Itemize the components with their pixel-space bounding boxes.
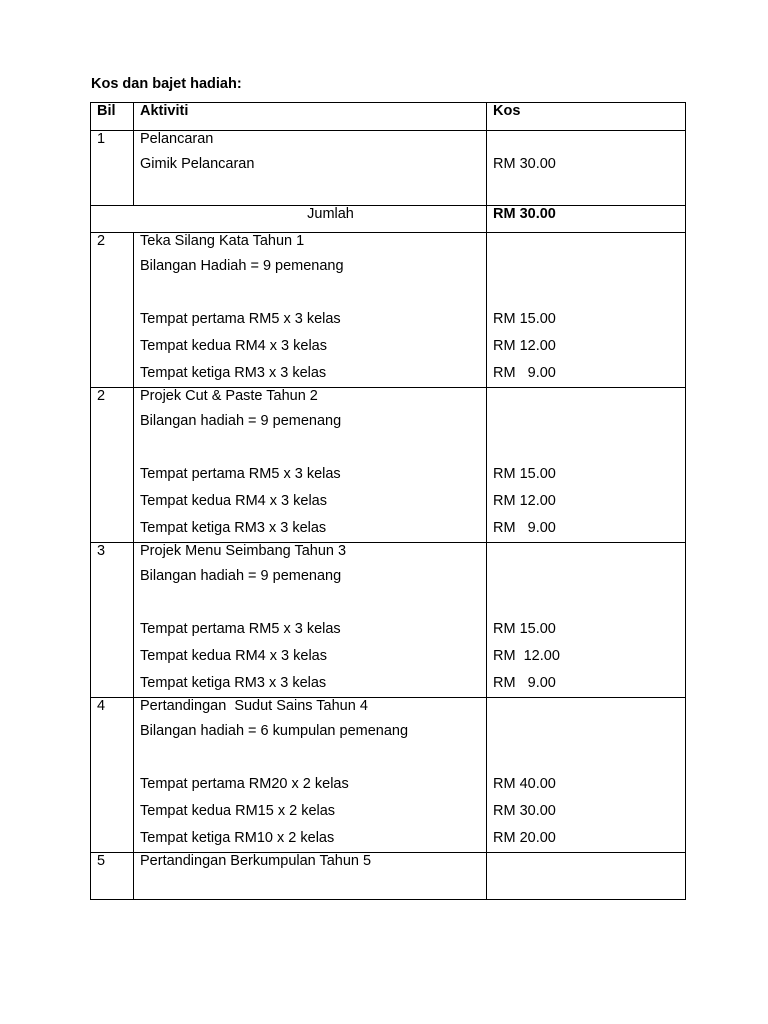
cell-kos: RM 15.00 RM 12.00 RM 9.00 (487, 542, 686, 697)
cell-kos: RM 40.00 RM 30.00 RM 20.00 (487, 697, 686, 852)
table-row (91, 232, 686, 387)
cell-kos: RM 30.00 (487, 131, 686, 206)
cell-aktiviti: Pertandingan Berkumpulan Tahun 5 (134, 852, 487, 900)
document-heading: Kos dan bajet hadiah: (91, 76, 242, 92)
cell-aktiviti: Projek Cut & Paste Tahun 2 Bilangan hadiah = 9 pemenang Tempat pertama RM5 x 3 kelas Tempat kedua RM4 x 3 kelas Tempat ketiga RM3 x 3 kelas (134, 387, 487, 542)
jumlah-row (91, 205, 686, 232)
cell-kos: RM 15.00 RM 12.00 RM 9.00 (487, 387, 686, 542)
cell-bil: 3 (91, 542, 134, 697)
table-row (91, 131, 686, 206)
cell-aktiviti: Pelancaran Gimik Pelancaran (134, 131, 487, 206)
header-aktiviti: Aktiviti (134, 103, 487, 131)
cell-bil: 2 (91, 387, 134, 542)
budget-table (90, 102, 686, 900)
table-row (91, 852, 686, 900)
table-row (91, 387, 686, 542)
jumlah-value: RM 30.00 (487, 205, 686, 232)
header-kos: Kos (487, 103, 686, 131)
cell-aktiviti: Pertandingan Sudut Sains Tahun 4 Bilangan hadiah = 6 kumpulan pemenang Tempat pertama RM20 x 2 kelas Tempat kedua RM15 x 2 kelas Tempat ketiga RM10 x 2 kelas (134, 697, 487, 852)
cell-bil: 5 (91, 852, 134, 900)
cell-kos: RM 15.00 RM 12.00 RM 9.00 (487, 232, 686, 387)
cell-bil: 4 (91, 697, 134, 852)
cell-bil: 2 (91, 232, 134, 387)
table-row (91, 697, 686, 852)
jumlah-label: Jumlah (91, 205, 487, 232)
table-row (91, 542, 686, 697)
cell-aktiviti: Teka Silang Kata Tahun 1 Bilangan Hadiah = 9 pemenang Tempat pertama RM5 x 3 kelas Tempat kedua RM4 x 3 kelas Tempat ketiga RM3 x 3 kelas (134, 232, 487, 387)
header-bil: Bil (91, 103, 134, 131)
cell-bil: 1 (91, 131, 134, 206)
cell-aktiviti: Projek Menu Seimbang Tahun 3 Bilangan hadiah = 9 pemenang Tempat pertama RM5 x 3 kelas Tempat kedua RM4 x 3 kelas Tempat ketiga RM3 x 3 kelas (134, 542, 487, 697)
table-header-row (91, 103, 686, 131)
cell-kos (487, 852, 686, 900)
